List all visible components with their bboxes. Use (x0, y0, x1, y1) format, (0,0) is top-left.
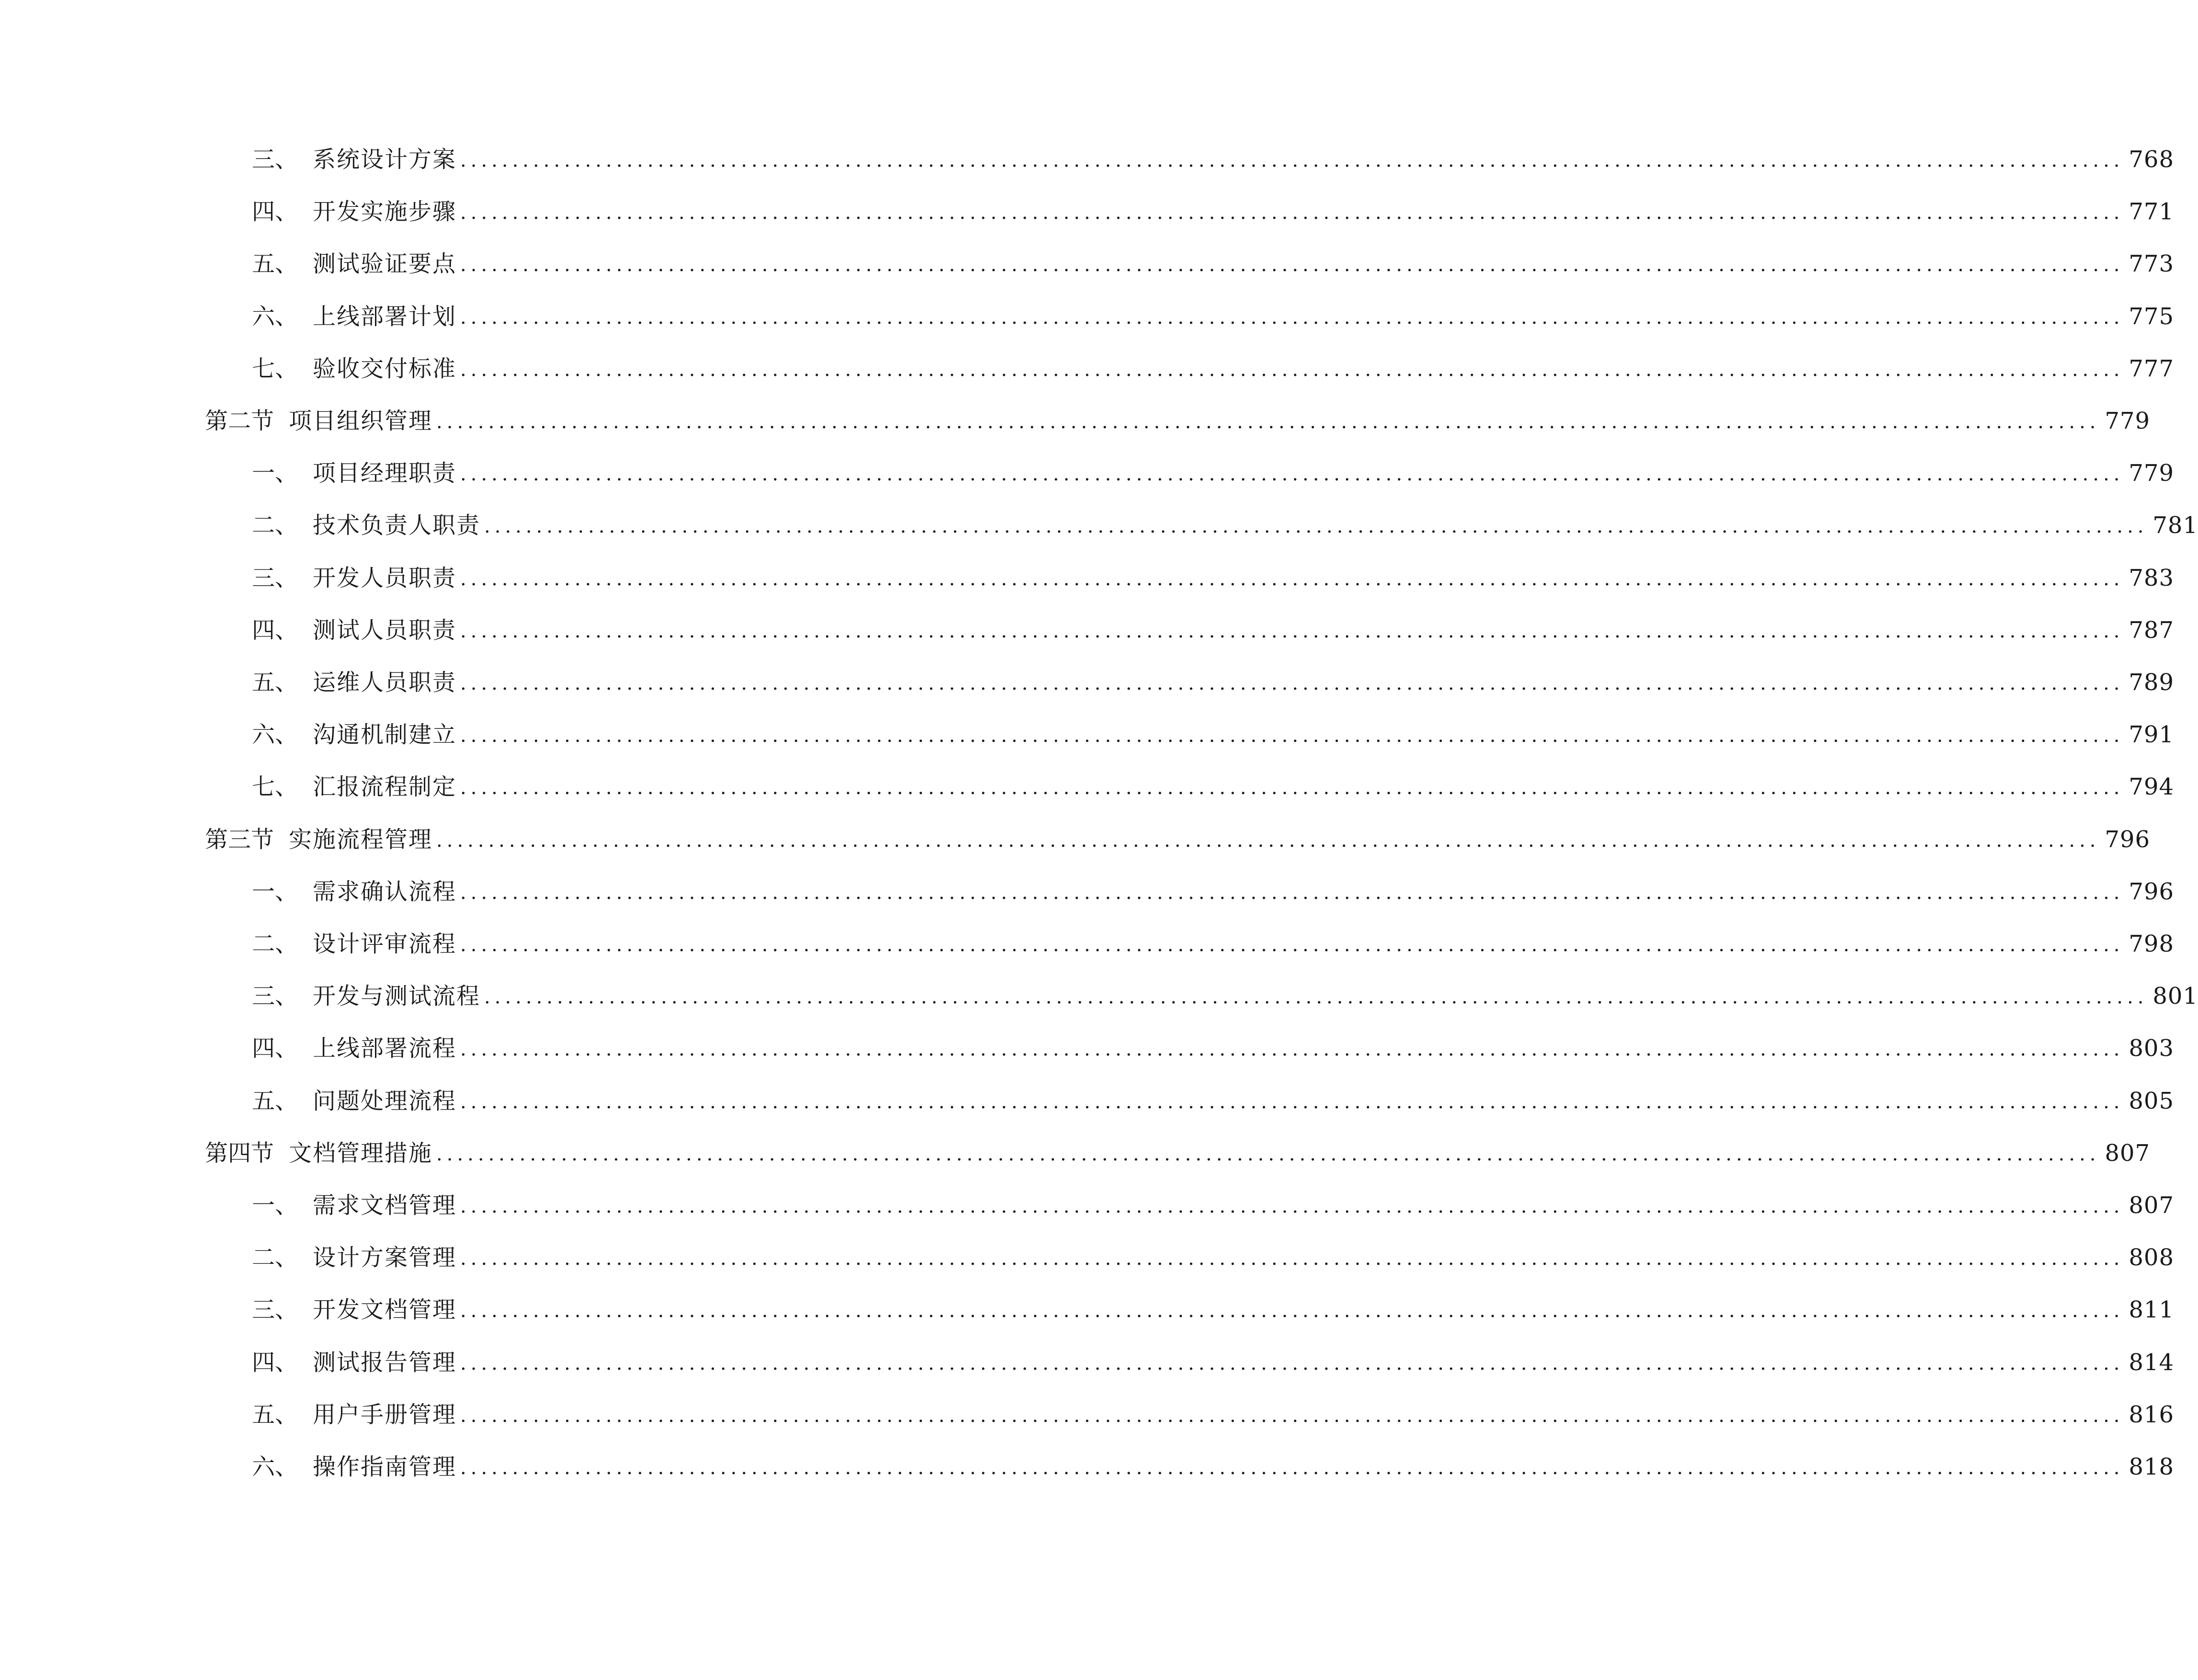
toc-entry-number: 七、 (252, 355, 298, 382)
toc-entry-page-number: 794 (2129, 773, 2175, 800)
toc-dot-leader: ................................................................................................................................................................ (436, 829, 2100, 851)
toc-subsection-entry[interactable] (252, 193, 2175, 231)
toc-entry-title: 测试人员职责 (313, 617, 457, 644)
toc-dot-leader: ................................................................................................................................................................ (460, 725, 2124, 747)
toc-entry-title: 需求文档管理 (313, 1192, 457, 1219)
toc-entry-title: 运维人员职责 (313, 669, 457, 696)
toc-subsection-entry[interactable] (252, 297, 2175, 336)
toc-section-entry[interactable] (205, 1134, 2151, 1172)
toc-entry-title: 设计方案管理 (313, 1244, 457, 1271)
toc-entry-page-number: 775 (2129, 303, 2175, 330)
toc-subsection-entry[interactable] (252, 977, 2198, 1015)
toc-entry-page-number: 781 (2153, 512, 2198, 539)
toc-entry-page-number: 791 (2129, 721, 2175, 748)
toc-subsection-entry[interactable] (252, 1029, 2175, 1067)
toc-entry-number: 五、 (252, 669, 298, 696)
toc-dot-leader: ................................................................................................................................................................ (460, 359, 2124, 381)
toc-entry-title: 项目组织管理 (289, 408, 433, 434)
toc-entry-number: 四、 (252, 198, 298, 225)
toc-entry-number: 三、 (252, 146, 298, 173)
toc-dot-leader: ................................................................................................................................................................ (460, 1248, 2124, 1270)
toc-dot-leader: ................................................................................................................................................................ (460, 620, 2124, 642)
toc-entry-number: 第四节 (205, 1140, 274, 1167)
toc-entry-number: 六、 (252, 303, 298, 330)
toc-entry-number: 三、 (252, 983, 298, 1010)
toc-entry-page-number: 783 (2129, 565, 2175, 591)
toc-entry-page-number: 808 (2129, 1244, 2175, 1271)
toc-entry-title: 需求确认流程 (313, 878, 457, 905)
toc-subsection-entry[interactable] (252, 140, 2175, 179)
toc-entry-title: 操作指南管理 (313, 1453, 457, 1480)
toc-subsection-entry[interactable] (252, 1396, 2175, 1434)
toc-entry-title: 实施流程管理 (289, 826, 433, 853)
toc-dot-leader: ................................................................................................................................................................ (436, 1143, 2100, 1165)
toc-section-entry[interactable] (205, 402, 2151, 440)
toc-entry-page-number: 803 (2129, 1035, 2175, 1062)
toc-dot-leader: ................................................................................................................................................................ (460, 672, 2124, 694)
toc-entry-page-number: 796 (2105, 826, 2151, 853)
toc-entry-title: 上线部署流程 (313, 1035, 457, 1062)
toc-entry-page-number: 789 (2129, 669, 2175, 696)
toc-entry-number: 第三节 (205, 826, 274, 853)
toc-dot-leader: ................................................................................................................................................................ (460, 1091, 2124, 1113)
toc-entry-number: 五、 (252, 250, 298, 277)
toc-entry-page-number: 777 (2129, 355, 2175, 382)
toc-dot-leader: ................................................................................................................................................................ (460, 1038, 2124, 1060)
toc-entry-title: 技术负责人职责 (313, 512, 481, 539)
toc-entry-title: 开发与测试流程 (313, 983, 481, 1010)
toc-subsection-entry[interactable] (252, 715, 2175, 754)
toc-subsection-entry[interactable] (252, 925, 2175, 963)
toc-dot-leader: ................................................................................................................................................................ (460, 202, 2124, 224)
toc-subsection-entry[interactable] (252, 1291, 2175, 1329)
toc-entry-title: 项目经理职责 (313, 460, 457, 487)
toc-entry-page-number: 779 (2129, 460, 2175, 487)
toc-dot-leader: ................................................................................................................................................................ (460, 777, 2124, 799)
toc-entry-number: 六、 (252, 1453, 298, 1480)
toc-entry-title: 设计评审流程 (313, 931, 457, 957)
toc-entry-title: 上线部署计划 (313, 303, 457, 330)
toc-entry-title: 开发实施步骤 (313, 198, 457, 225)
toc-dot-leader: ................................................................................................................................................................ (436, 411, 2100, 433)
toc-entry-page-number: 811 (2129, 1296, 2175, 1323)
toc-dot-leader: ................................................................................................................................................................ (460, 1457, 2124, 1479)
toc-entry-page-number: 787 (2129, 617, 2175, 644)
toc-entry-page-number: 796 (2129, 878, 2175, 905)
toc-dot-leader: ................................................................................................................................................................ (460, 1405, 2124, 1427)
toc-entry-number: 四、 (252, 1035, 298, 1062)
toc-entry-number: 二、 (252, 931, 298, 957)
toc-entry-number: 四、 (252, 617, 298, 644)
toc-subsection-entry[interactable] (252, 454, 2175, 492)
toc-entry-page-number: 814 (2129, 1349, 2175, 1376)
toc-subsection-entry[interactable] (252, 663, 2175, 702)
toc-entry-page-number: 801 (2153, 983, 2198, 1010)
toc-entry-number: 六、 (252, 721, 298, 748)
toc-entry-title: 系统设计方案 (313, 146, 457, 173)
toc-subsection-entry[interactable] (252, 1343, 2175, 1382)
toc-entry-page-number: 816 (2129, 1401, 2175, 1428)
toc-section-entry[interactable] (205, 820, 2151, 859)
toc-entry-number: 五、 (252, 1088, 298, 1114)
toc-entry-number: 一、 (252, 1192, 298, 1219)
toc-entry-title: 汇报流程制定 (313, 773, 457, 800)
toc-entry-number: 五、 (252, 1401, 298, 1428)
toc-entry-number: 二、 (252, 1244, 298, 1271)
toc-entry-title: 开发人员职责 (313, 565, 457, 591)
toc-subsection-entry[interactable] (252, 559, 2175, 597)
toc-subsection-entry[interactable] (252, 350, 2175, 388)
toc-entry-number: 二、 (252, 512, 298, 539)
toc-subsection-entry[interactable] (252, 1448, 2175, 1486)
toc-dot-leader: ................................................................................................................................................................ (460, 934, 2124, 956)
toc-dot-leader: ................................................................................................................................................................ (460, 1352, 2124, 1374)
toc-dot-leader: ................................................................................................................................................................ (484, 515, 2148, 537)
toc-subsection-entry[interactable] (252, 768, 2175, 806)
toc-dot-leader: ................................................................................................................................................................ (460, 882, 2124, 904)
toc-entry-number: 三、 (252, 1296, 298, 1323)
toc-entry-number: 第二节 (205, 408, 274, 434)
toc-subsection-entry[interactable] (252, 873, 2175, 911)
toc-entry-title: 用户手册管理 (313, 1401, 457, 1428)
toc-dot-leader: ................................................................................................................................................................ (460, 1300, 2124, 1322)
toc-subsection-entry[interactable] (252, 611, 2175, 649)
toc-entry-page-number: 771 (2129, 198, 2175, 225)
toc-entry-page-number: 773 (2129, 250, 2175, 277)
toc-entry-number: 四、 (252, 1349, 298, 1376)
toc-entry-page-number: 807 (2105, 1140, 2151, 1167)
toc-subsection-entry[interactable] (252, 1238, 2175, 1277)
toc-dot-leader: ................................................................................................................................................................ (460, 254, 2124, 276)
toc-entry-title: 问题处理流程 (313, 1088, 457, 1114)
toc-entry-page-number: 818 (2129, 1453, 2175, 1480)
toc-dot-leader: ................................................................................................................................................................ (460, 568, 2124, 590)
toc-entry-number: 七、 (252, 773, 298, 800)
toc-subsection-entry[interactable] (252, 245, 2175, 283)
toc-entry-title: 沟通机制建立 (313, 721, 457, 748)
toc-entry-page-number: 768 (2129, 146, 2175, 173)
toc-entry-page-number: 798 (2129, 931, 2175, 957)
toc-subsection-entry[interactable] (252, 1186, 2175, 1225)
toc-subsection-entry[interactable] (252, 506, 2198, 545)
toc-entry-title: 验收交付标准 (313, 355, 457, 382)
toc-dot-leader: ................................................................................................................................................................ (460, 1195, 2124, 1217)
toc-entry-page-number: 807 (2129, 1192, 2175, 1219)
toc-entry-number: 三、 (252, 565, 298, 591)
toc-entry-page-number: 779 (2105, 408, 2151, 434)
toc-entry-title: 开发文档管理 (313, 1296, 457, 1323)
toc-subsection-entry[interactable] (252, 1082, 2175, 1120)
toc-dot-leader: ................................................................................................................................................................ (484, 986, 2148, 1008)
toc-entry-title: 文档管理措施 (289, 1140, 433, 1167)
toc-entry-title: 测试验证要点 (313, 250, 457, 277)
toc-dot-leader: ................................................................................................................................................................ (460, 463, 2124, 485)
toc-entry-number: 一、 (252, 878, 298, 905)
toc-entry-title: 测试报告管理 (313, 1349, 457, 1376)
toc-entry-page-number: 805 (2129, 1088, 2175, 1114)
toc-entry-number: 一、 (252, 460, 298, 487)
toc-dot-leader: ................................................................................................................................................................ (460, 149, 2124, 171)
toc-dot-leader: ................................................................................................................................................................ (460, 306, 2124, 329)
